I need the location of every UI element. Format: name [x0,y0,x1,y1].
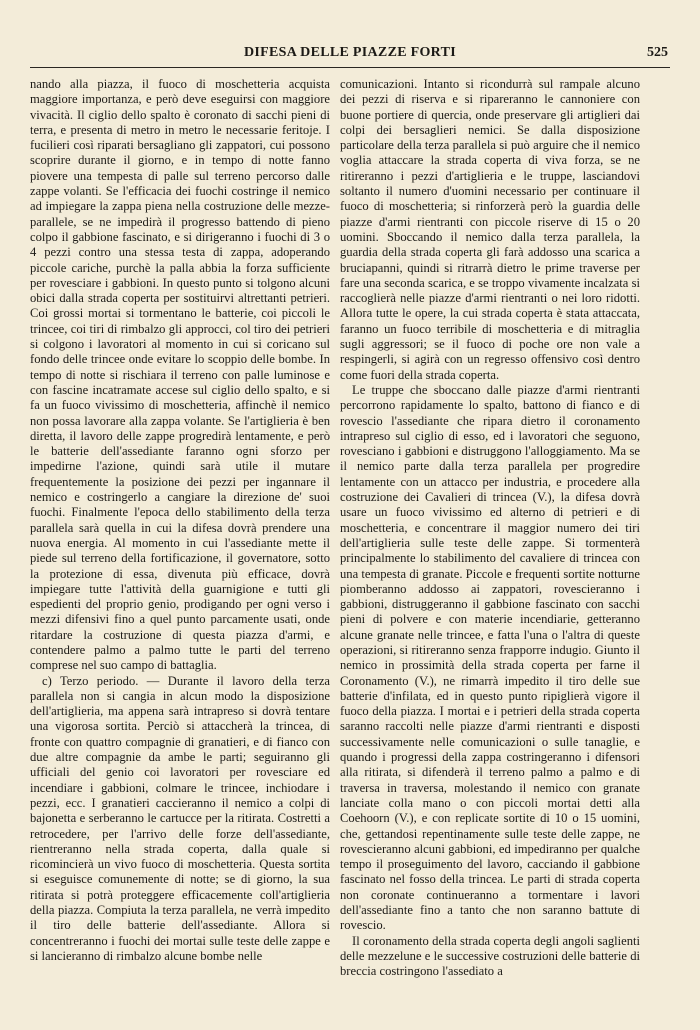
page-header [30,45,670,68]
paragraph: Il coronamento della strada coperta degli angoli saglienti delle mezzelune e le successive costruzioni delle batterie di breccia costringono l'assediato a [340,933,640,979]
running-title: DIFESA DELLE PIAZZE FORTI [243,45,456,60]
page-number: 525 [647,45,668,60]
left-column [30,77,330,1017]
paragraph: comunicazioni. Intanto si ricondurrà sul rampale alcuno dei pezzi di riserva e si ripareranno le cannoniere con buone portiere di quercia, onde preservare gli artiglieri dai colpi dei bersaglieri nemici. Se dalla disposizione particolare della terza parallela si può arguire che il nemico voglia attaccare la strada coperta di viva forza, se ne ritireranno i pezzi d'artiglieria e le truppe, lasciandovi soltanto il numero d'uomini necessario per continuare il fuoco di moschetteria; si rinforzerà però la guardia delle piazze d'armi rientranti con piccole riserve di 15 o 20 uomini. Sboccando il nemico dalla terza parallela, la guardia della strada coperta gli farà addosso una scarica a bruciapanni, quindi si ritrarrà dietro le prime traverse per fare una seconda scarica, e se troppo vivamente incalzata si raccoglierà nelle piazze d'armi rientranti o nei loro ridotti. Allora tutte le opere, la cui strada coperta è stata attaccata, faranno un fuoco terribile di moschetteria e di mitraglia sugli aggressori; se il fuoco di poche ore non vale a respingerli, si agirà con un regresso offensivo così dentro come fuori della strada coperta. [340,77,640,382]
paragraph: c) Terzo periodo. — Durante il lavoro della terza parallela non si cangia in alcun modo la disposizione dell'artiglieria, ma appena sarà intrapreso si dovrà tentare una vigorosa sortita. Perciò si attaccherà la trincea, di fronte con quattro compagnie di granatieri, e di fianco con due altre compagnie da ambe le parti; seguiranno gli ufficiali del genio coi lavoratori per rovesciare ed incendiare i gabbioni, colmare le trincee, inchiodare i pezzi, ecc. I granatieri caccieranno il nemico a colpi di bajonetta e serberanno le cartucce per la ritirata. Costretti a retrocedere, per l'arrivo delle forze dell'assediante, rientreranno nella strada coperta, dalla quale si ricomincierà un vivo fuoco di moschetteria. Questa sortita si eseguisce comunemente di notte; se di giorno, la sua ritirata si potrà proteggere efficacemente coll'artiglieria della piazza. Compiuta la terza parallela, ne verrà impedito il tiro delle batterie dell'assediante. Allora si concentreranno i fuochi dei mortai sulle teste delle zappe e si lancieranno di rimbalzo alcune bombe nelle [30,673,330,963]
paragraph: Le truppe che sboccano dalle piazze d'armi rientranti percorrono rapidamente lo spalto, battono di fianco e di rovescio l'assediante che ripara dietro il coronamento intrapreso sul ciglio di esso, ed i lavoratori che seguono, rovesciano i gabbioni e distruggono l'alloggiamento. Ma se il nemico parte dalla terza parallela per progredire lentamente con un attacco per industria, e procedere alla costruzione dei Cavalieri di trincea (V.), la difesa dovrà usare un fuoco vivissimo ed alterno di petrieri e di moschetteria, e concentrare il maggior numero dei tiri dell'artiglieria sulle teste delle zappe. Si tormenterà principalmente lo stabilimento del cavaliere di trincea con una tempesta di granate. Piccole e frequenti sortite notturne piomberanno addosso ai zappatori, rovescieranno i gabbioni, distruggeranno il gabbione fascinato con sacchi pieni di polvere e con materie incendiarie, getteranno alcune granate nelle trincee, e fatta l'una o l'altra di queste operazioni, si ritireranno senza frapporre indugio. Giunto il nemico in prossimità della strada coperta per farne il Coronamento (V.), ne rimarrà impedito il tiro delle sue batterie d'infilata, ed in questo punto ripiglierà vigore il fuoco della piazza. I mortai e i petrieri della strada coperta saranno raccolti nelle piazze d'armi rientranti e disposti successivamente nelle comunicazioni o sulle tanaglie, e quando i progressi della zappa costringeranno i difensori alla ritirata, si difenderà il terreno palmo a palmo e di traversa in traversa, molestando il nemico con granate lanciate colla mano o con piccoli mortai detti alla Coehoorn (V.), e con replicate sortite di 10 o 15 uomini, che, gettandosi repentinamente sulle teste delle zappe, ne rovescieranno alcuni gabbioni, ed impediranno per qualche tempo il proseguimento del lavoro, cacciando il gabbione fascinato nel fosso della trincea. Le parti di strada coperta non coronate continueranno a tormentare i lavori dell'assediante fino a tanto che non saranno battute di rovescio. [340,382,640,933]
right-column [340,77,640,1017]
paragraph: nando alla piazza, il fuoco di moschetteria acquista maggiore importanza, e però deve eseguirsi con maggiore vivacità. Il ciglio dello spalto è coronato di sacchi pieni di terra, e presenta di metro in metro le necessarie feritoje. I fucilieri così riparati bersagliano gli zappatori, cui possono scoprire durante il giorno, e in tempo di notte fanno piovere una tempesta di palle sul terreno percorso dalle zappe volanti. Se l'efficacia dei fuochi costringe il nemico ad impiegare la zappa piena nella costruzione delle mezze-parallele, se ne impedirà il progresso battendo di pieno colpo il gabbione fascinato, e si dirigeranno i fuochi di 3 o 4 pezzi contro una stessa testa di zappa, adoperando piccole cariche, purchè la palla abbia la forza sufficiente per rovesciare i gabbioni. In questo punto si tolgono alcuni obici dalla strada coperta per sostituirvi altrettanti petrieri. Coi grossi mortai si tormentano le batterie, coi piccoli le trincee, coi tiri di rimbalzo gli approcci, col tiro dei petrieri si colgono i lavoratori al momento in cui si coricano sul fondo delle trincee onde evitare lo scoppio delle bombe. In tempo di notte si rischiara il terreno con palle luminose e con fascine incatramate accese sul ciglio dello spalto, e si fa un fuoco vivissimo di moschetteria, affinchè il nemico non possa lavorare alla zappa volante. Se l'artiglieria è ben diretta, il lavoro delle zappe progredirà lentamente, e però le batterie dell'assediante faranno ogni sforzo per impedirne l'azione, quindi sarà utile il mutare frequentemente la posizione dei pezzi per ingannare il nemico e costringerlo a cangiare la direzione de' suoi fuochi. Finalmente l'epoca dello stabilimento della terza parallela sarà quella in cui la difesa dovrà prendere una nuova energia. Al momento in cui l'assediante mette il piede sul terreno della fortificazione, il governatore, sotto la protezione di essa, divenuta più efficace, dovrà impiegare tutte l'attività della guarnigione e tutti gli espedienti del proprio genio, prodigando per ogni verso i mezzi difensivi fino a quel punto parcamente usati, onde ritardare la costruzione di questa piazza d'armi, e contendere palmo a palmo tutte le parti del terreno comprese nel suo campo di battaglia. [30,77,330,673]
